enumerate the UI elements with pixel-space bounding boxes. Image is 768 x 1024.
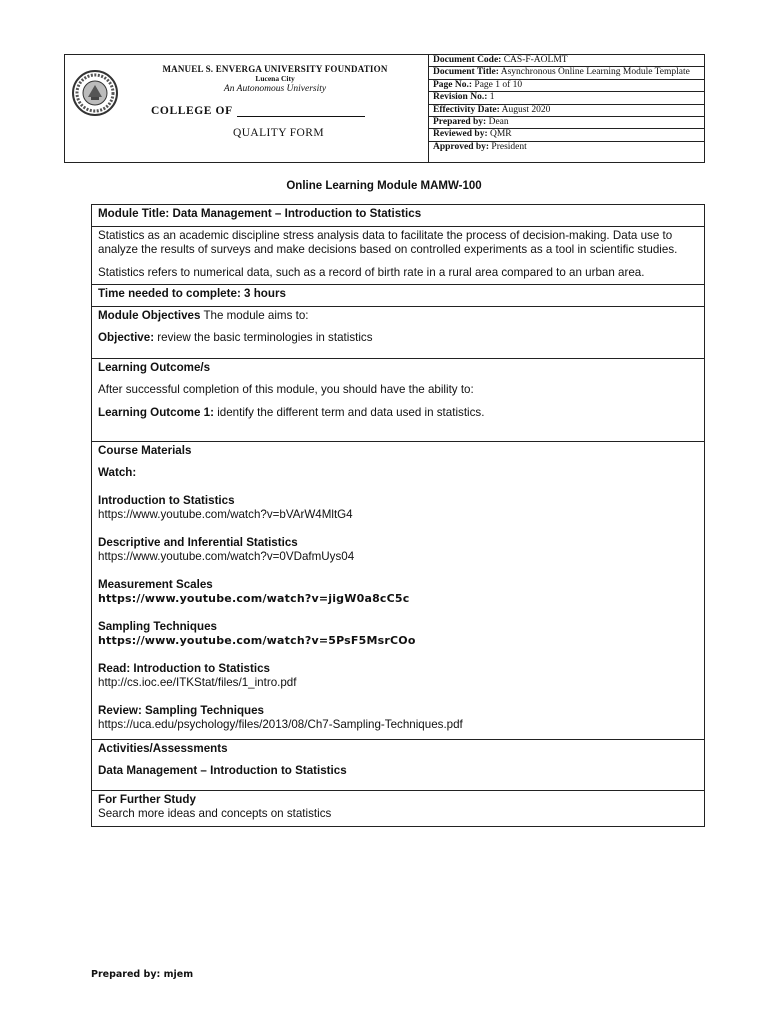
- outcomes-heading: Learning Outcome/s: [98, 360, 211, 374]
- objectives-label: Module Objectives: [98, 308, 201, 322]
- meta-row: Revision No.: 1: [429, 92, 704, 104]
- header-institution: [65, 55, 429, 162]
- university-tagline: An Autonomous University: [223, 84, 327, 94]
- university-name: MANUEL S. ENVERGA UNIVERSITY FOUNDATION: [162, 64, 388, 74]
- material-title: Read: Introduction to Statistics: [98, 661, 270, 675]
- material-link[interactable]: https://www.youtube.com/watch?v=bVArW4MltG4: [98, 508, 353, 521]
- outcomes-intro: After successful completion of this module, you should have the ability to:: [98, 383, 474, 396]
- meta-row: Document Code: CAS-F-AOLMT: [429, 55, 704, 67]
- objective-label: Objective:: [98, 331, 155, 344]
- activities-text: Data Management – Introduction to Statistics: [98, 764, 347, 777]
- module-intro: [92, 227, 704, 286]
- watch-label: Watch:: [98, 466, 137, 479]
- page-title: Online Learning Module MAMW-100: [286, 180, 482, 192]
- activities-assessments: [92, 740, 704, 791]
- college-field: [151, 105, 365, 117]
- meta-row: Page No.: Page 1 of 10: [429, 80, 704, 92]
- learning-outcomes: [92, 359, 704, 442]
- further-text: Search more ideas and concepts on statistics: [98, 807, 332, 820]
- objectives-text: The module aims to:: [203, 308, 309, 322]
- quality-form-label: QUALITY FORM: [233, 127, 324, 139]
- prepared-by-footer: Prepared by: mjem: [91, 969, 194, 980]
- outcome1-text: identify the different term and data used in statistics.: [217, 405, 485, 419]
- meta-row: Approved by: President: [433, 141, 527, 152]
- objective-text: review the basic terminologies in statistics: [157, 331, 373, 344]
- module-title: Module Title: Data Management – Introduction to Statistics: [92, 205, 704, 227]
- material-title: Measurement Scales: [98, 577, 213, 591]
- module-objectives: [92, 307, 704, 359]
- meta-row: Reviewed by: QMR: [429, 129, 704, 141]
- document-header: [64, 54, 705, 163]
- materials-heading: Course Materials: [98, 443, 192, 457]
- material-title: Sampling Techniques: [98, 619, 217, 633]
- material-link[interactable]: https://uca.edu/psychology/files/2013/08/Ch7-Sampling-Techniques.pdf: [98, 718, 463, 731]
- module-table: [91, 204, 705, 827]
- material-link[interactable]: https://www.youtube.com/watch?v=jigW0a8cC5c: [98, 592, 410, 605]
- course-materials: [92, 442, 704, 740]
- time-needed: Time needed to complete: 3 hours: [92, 285, 704, 307]
- further-heading: For Further Study: [98, 792, 196, 806]
- material-title: Descriptive and Inferential Statistics: [98, 535, 298, 549]
- university-city: Lucena City: [255, 74, 295, 83]
- outcome1-label: Learning Outcome 1:: [98, 405, 214, 419]
- meta-row: Prepared by: Dean: [429, 117, 704, 129]
- material-title: Review: Sampling Techniques: [98, 703, 264, 717]
- college-label: COLLEGE OF: [151, 105, 233, 117]
- header-meta-table: [429, 55, 704, 162]
- intro-paragraph: Statistics refers to numerical data, such as a record of birth rate in a rural area compared to an urban area.: [98, 265, 645, 279]
- further-study: [92, 791, 704, 826]
- intro-paragraph: Statistics as an academic discipline stress analysis data to facilitate the process of decision-making. Data use to analyze the results of surveys and make decisions based on controlled experiments as a tool in scientific studies.: [98, 228, 678, 256]
- university-seal-icon: [71, 69, 119, 117]
- material-title: Introduction to Statistics: [98, 493, 235, 507]
- activities-heading: Activities/Assessments: [98, 741, 228, 755]
- material-link[interactable]: https://www.youtube.com/watch?v=5PsF5MsrCOo: [98, 634, 416, 647]
- material-link[interactable]: https://www.youtube.com/watch?v=0VDafmUys04: [98, 550, 355, 563]
- meta-row: Effectivity Date: August 2020: [429, 105, 704, 117]
- material-link[interactable]: http://cs.ioc.ee/ITKStat/files/1_intro.pdf: [98, 676, 297, 689]
- college-blank-line: [237, 107, 365, 117]
- meta-row: Document Title: Asynchronous Online Learning Module Template: [429, 67, 704, 79]
